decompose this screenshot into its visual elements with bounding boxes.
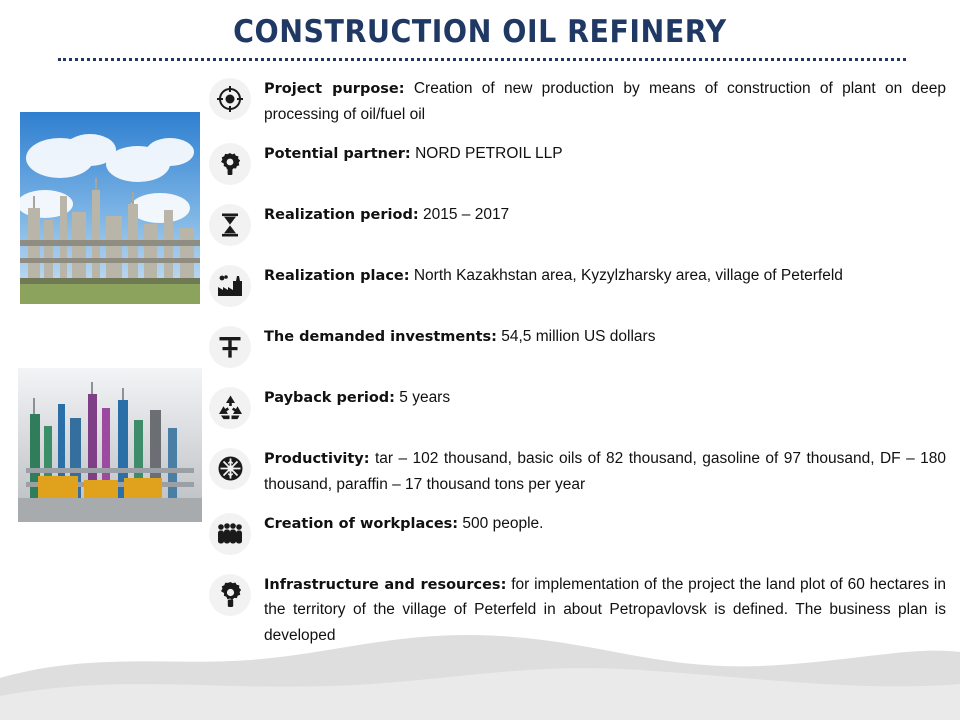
list-item (206, 324, 948, 372)
list-item-label: Productivity: (264, 450, 370, 467)
icon-slot (206, 141, 254, 189)
list-item-value: Creation of new production by means of construction of plant on deep processing of oil/fuel oil (264, 80, 946, 123)
list-item-value: for implementation of the project the land plot of 60 hectares in the territory of the village of Peterfeld in about Petropavlovsk is defined. The business plan is developed (264, 575, 946, 645)
list-item (206, 76, 948, 128)
list-item-text (254, 141, 948, 167)
icon-slot (206, 511, 254, 559)
list-item (206, 141, 948, 189)
list-item-text (254, 385, 948, 411)
list-item-label: Potential partner: (264, 145, 411, 162)
list-item-label: The demanded investments: (264, 328, 497, 345)
gear-icon (209, 143, 251, 185)
refinery-photo-sky (20, 112, 200, 304)
list-item-text (254, 324, 948, 350)
list-item-text (254, 76, 948, 128)
list-item-label: Creation of workplaces: (264, 515, 459, 532)
list-item-value: 5 years (399, 388, 451, 406)
icon-slot (206, 446, 254, 494)
refinery-render-3d-graphic (18, 368, 202, 522)
list-item-value: NORD PETROIL LLP (415, 144, 563, 162)
money-press-icon (209, 326, 251, 368)
list-item (206, 385, 948, 433)
list-item-label: Project purpose: (264, 81, 405, 97)
list-item-value: North Kazakhstan area, Kyzylzharsky area, village of Peterfeld (413, 266, 843, 284)
list-item-text (254, 202, 948, 228)
list-item-label: Realization place: (264, 267, 410, 284)
list-item-text (254, 446, 948, 498)
list-item-value: 2015 – 2017 (422, 205, 510, 223)
icon-slot (206, 385, 254, 433)
target-crosshair-icon (209, 78, 251, 120)
list-item-text (254, 511, 948, 537)
list-item-value: 54,5 million US dollars (501, 327, 656, 345)
recycle-icon (209, 387, 251, 429)
list-item-value: 500 people. (462, 514, 544, 532)
slide-title-text: CONSTRUCTION OIL REFINERY (233, 14, 727, 50)
icon-slot (206, 572, 254, 620)
cog-settings-icon (209, 574, 251, 616)
list-item (206, 263, 948, 311)
list-item-text (254, 572, 948, 650)
icon-slot (206, 76, 254, 124)
title-divider (58, 58, 906, 64)
list-item (206, 446, 948, 498)
refinery-photo-sky-graphic (20, 112, 200, 304)
icon-slot (206, 324, 254, 372)
list-item (206, 202, 948, 250)
list-item (206, 511, 948, 559)
content-list (206, 76, 948, 662)
factory-icon (209, 265, 251, 307)
people-group-icon (209, 513, 251, 555)
slide-title (0, 14, 960, 50)
refinery-render-3d (18, 368, 202, 522)
icon-slot (206, 202, 254, 250)
list-item-label: Payback period: (264, 389, 395, 406)
snowflake-gear-icon (209, 448, 251, 490)
list-item-label: Realization period: (264, 206, 419, 223)
list-item (206, 572, 948, 650)
list-item-text (254, 263, 948, 289)
list-item-value: tar – 102 thousand, basic oils of 82 thousand, gasoline of 97 thousand, DF – 180 thousand, paraffin – 17 thousand tons per year (264, 449, 946, 493)
list-item-label: Infrastructure and resources: (264, 576, 507, 593)
hourglass-icon (209, 204, 251, 246)
icon-slot (206, 263, 254, 311)
